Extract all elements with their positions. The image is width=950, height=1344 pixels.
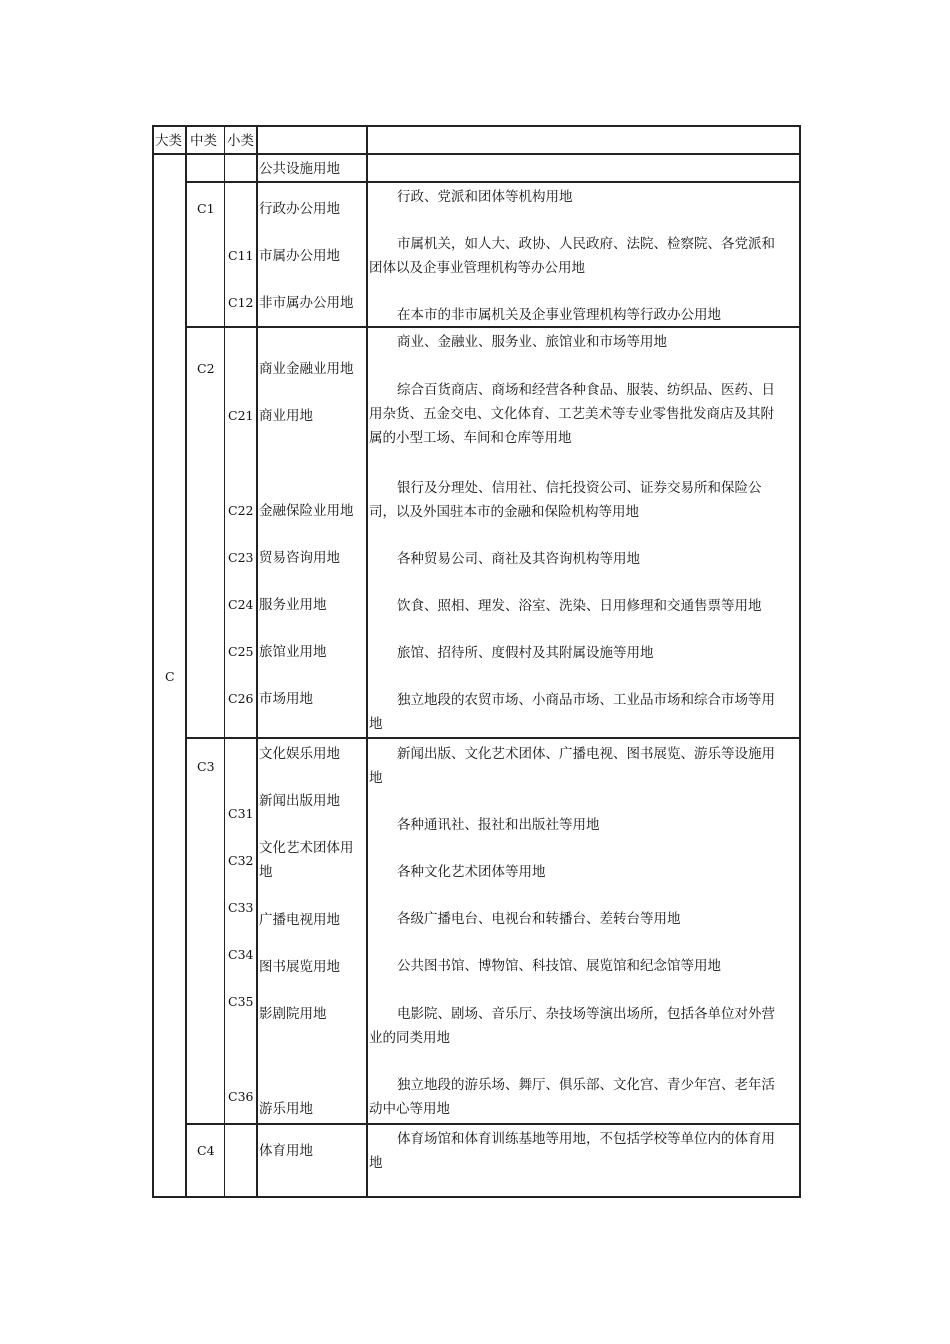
c33-name: 广播电视用地 [259,912,340,928]
c34-code: C34 [228,947,254,962]
c4-name: 体育用地 [259,1143,313,1159]
c26-name: 市场用地 [259,691,313,707]
top-row-name: 公共设施用地 [259,161,340,177]
c11-code: C11 [228,248,254,263]
c12-name: 非市属办公用地 [259,295,354,311]
c33-code: C33 [228,900,254,915]
c21-code: C21 [228,408,254,423]
c35-name: 影剧院用地 [259,1006,327,1022]
c25-code: C25 [228,644,254,659]
col-line-middle [224,125,225,1198]
c26-code: C26 [228,691,254,706]
c36-code: C36 [228,1089,254,1104]
c11-desc: 市属机关，如人大、政协、人民政府、法院、检察院、各党派和团体以及企事业管理机构等办公用地 [369,236,775,276]
c12-code: C12 [228,295,254,310]
c21-name: 商业用地 [259,408,313,424]
c26-desc: 独立地段的农贸市场、小商品市场、工业品市场和综合市场等用地 [369,692,775,732]
c24-desc: 饮食、照相、理发、浴室、洗染、日用修理和交通售票等用地 [397,598,762,614]
c35-desc: 电影院、剧场、音乐厅、杂技场等演出场所，包括各单位对外营业的同类用地 [369,1006,775,1046]
major-code: C [165,669,175,684]
c31-name: 新闻出版用地 [259,793,340,809]
c32-code: C32 [228,853,254,868]
c31-desc: 各种通讯社、报社和出版社等用地 [397,817,600,833]
c32-desc: 各种文化艺术团体等用地 [397,864,546,880]
c23-name: 贸易咨询用地 [259,550,340,566]
c2-code: C2 [197,361,215,376]
col-line-name [366,125,368,1198]
row-line-c2 [185,737,801,739]
table-border-bottom [152,1196,801,1198]
c36-name: 游乐用地 [259,1101,313,1117]
c32-name: 文化艺术团体用地 [259,840,354,880]
col-line-major [185,125,187,1198]
table-border-right [799,125,801,1198]
c2-desc: 商业、金融业、服务业、旅馆业和市场等用地 [397,334,667,350]
c11-name: 市属办公用地 [259,248,340,264]
c4-desc: 体育场馆和体育训练基地等用地，不包括学校等单位内的体育用地 [369,1131,775,1171]
c1-name: 行政办公用地 [259,201,340,217]
c3-name: 文化娱乐用地 [259,746,340,762]
header-minor: 小类 [227,133,254,149]
c34-name: 图书展览用地 [259,959,340,975]
row-line-c3 [185,1123,801,1125]
c3-code: C3 [197,759,215,774]
c25-desc: 旅馆、招待所、度假村及其附属设施等用地 [397,645,654,661]
table-border-left [152,125,154,1198]
row-line-header [152,153,801,155]
c24-code: C24 [228,597,254,612]
c1-desc: 行政、党派和团体等机构用地 [397,189,573,205]
row-line-top [185,181,801,183]
c24-name: 服务业用地 [259,597,327,613]
c23-desc: 各种贸易公司、商社及其咨询机构等用地 [397,551,640,567]
c34-desc: 公共图书馆、博物馆、科技馆、展览馆和纪念馆等用地 [397,958,721,974]
table-border-top [152,125,801,127]
c22-code: C22 [228,503,254,518]
c2-name: 商业金融业用地 [259,361,354,377]
col-line-minor [256,125,258,1198]
c4-code: C4 [197,1143,215,1158]
c22-desc: 银行及分理处、信用社、信托投资公司、证券交易所和保险公司，以及外国驻本市的金融和保险机构等用地 [369,480,762,520]
c33-desc: 各级广播电台、电视台和转播台、差转台等用地 [397,911,681,927]
c25-name: 旅馆业用地 [259,644,327,660]
header-major: 大类 [155,133,182,149]
c31-code: C31 [228,806,254,821]
c21-desc: 综合百货商店、商场和经营各种食品、服装、纺织品、医药、日用杂货、五金交电、文化体育、工艺美术等专业零售批发商店及其附属的小型工场、车间和仓库等用地 [369,382,775,446]
c35-code: C35 [228,994,254,1009]
c1-code: C1 [197,201,215,216]
c22-name: 金融保险业用地 [259,503,354,519]
c23-code: C23 [228,550,254,565]
c36-desc: 独立地段的游乐场、舞厅、俱乐部、文化宫、青少年宫、老年活动中心等用地 [369,1077,775,1117]
header-middle: 中类 [190,133,217,149]
c12-desc: 在本市的非市属机关及企事业管理机构等行政办公用地 [397,307,721,323]
c3-desc: 新闻出版、文化艺术团体、广播电视、图书展览、游乐等设施用地 [369,746,775,786]
